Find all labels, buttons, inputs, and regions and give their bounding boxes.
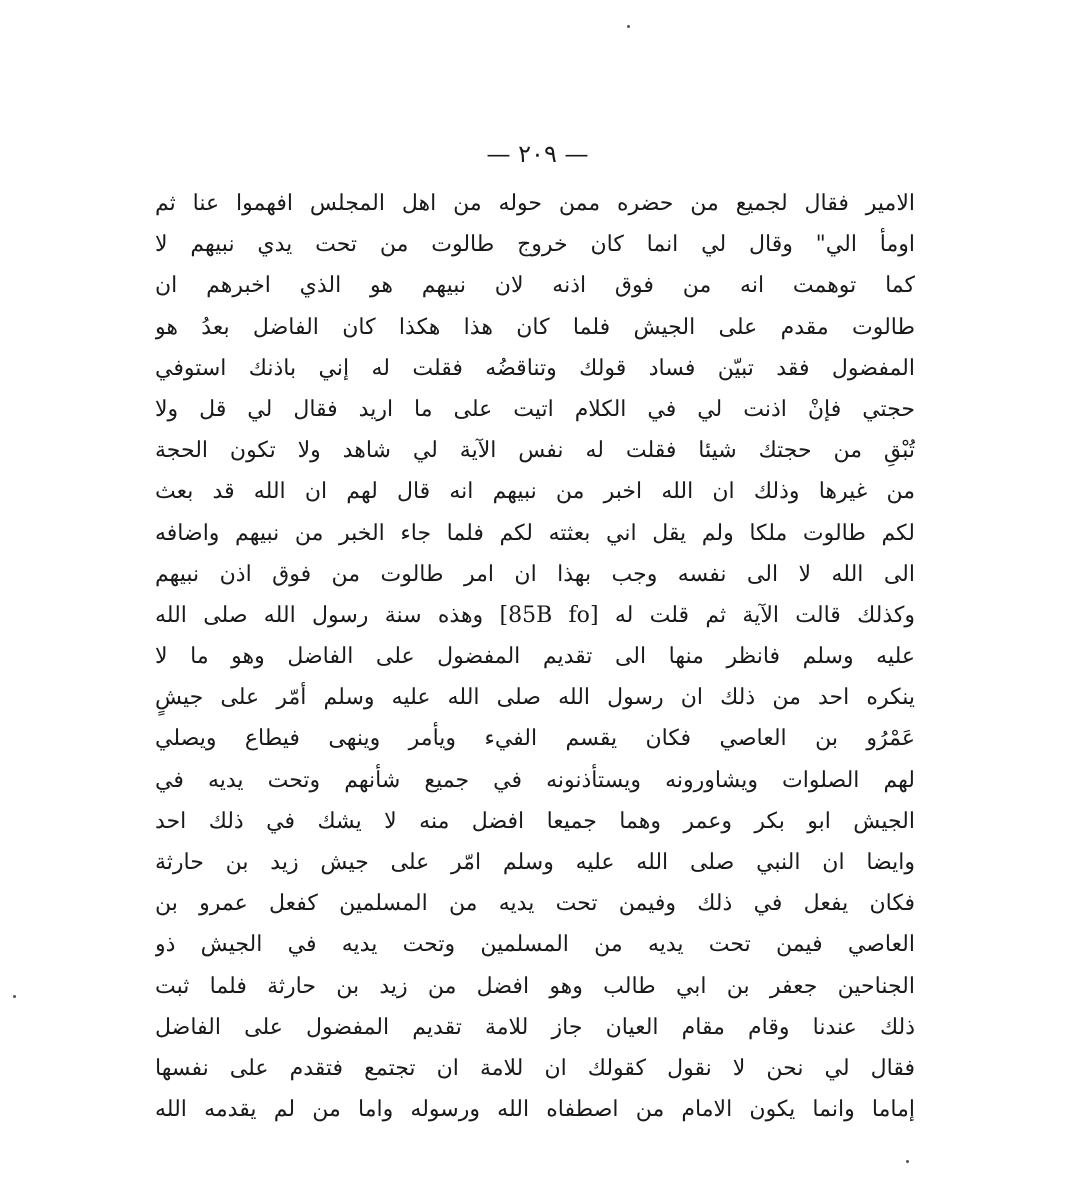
text-line: عليه وسلم فانظر منها الى تقديم المفضول على الفاضل وهو ما لا (155, 644, 915, 670)
text-line: عَمْرُو بن العاصي فكان يقسم الفيء ويأمر وينهى فيطاع ويصلي (155, 726, 915, 752)
text-line: اومأ الي" وقال لي انما كان خروج طالوت من تحت يدي نبيهم لا (155, 232, 915, 258)
text-line: كما توهمت انه من فوق اذنه لان نبيهم هو الذي اخبرهم ان (155, 273, 915, 299)
text-line: الامير فقال لجميع من حضره ممن حوله من اهل المجلس افهموا عنا ثم (155, 191, 915, 216)
text-line: فقال لي نحن لا نقول كقولك ان للامة ان تجتمع فتقدم على نفسها (155, 1055, 915, 1081)
text-line: حجتي فإنْ اذنت لي في الكلام اتيت على ما اريد فقال لي قل ولا (155, 396, 915, 422)
scan-speck (627, 25, 630, 28)
text-line: فكان يفعل في ذلك وفيمن تحت يديه من المسلمين كفعل عمرو بن (155, 891, 915, 917)
text-line: الجيش ابو بكر وعمر وهما جميعا افضل منه لا يشك في ذلك احد (155, 808, 915, 834)
text-line: لهم الصلوات ويشاورونه ويستأذنونه في جميع شأنهم وتحت يديه في (155, 767, 915, 793)
text-line: وكذلك قالت الآية ثم قلت له [85B fo] وهذه سنة رسول الله صلى الله (155, 602, 915, 628)
text-line: العاصي فيمن تحت يديه من المسلمين وتحت يديه في الجيش ذو (155, 932, 915, 958)
text-line: طالوت مقدم على الجيش فلما كان هذا هكذا كان الفاضل بعدُ هو (155, 314, 915, 340)
text-line: إماما وانما يكون الامام من اصطفاه الله ورسوله واما من لم يقدمه الله (155, 1097, 915, 1123)
text-line: ذلك عندنا وقام مقام العيان جاز للامة تقديم المفضول على الفاضل (155, 1014, 915, 1040)
scan-speck (13, 995, 16, 998)
page-number: — ٢٠٩ — (486, 140, 589, 168)
text-line: ينكره احد من ذلك ان رسول الله صلى الله عليه وسلم أمّر على جيشٍ (155, 685, 915, 711)
body-text (155, 183, 915, 1130)
text-line: الجناحين جعفر بن ابي طالب وهو افضل من زيد بن حارثة فلما ثبت (155, 973, 915, 999)
text-line: الى الله لا الى نفسه وجب بهذا ان امر طالوت من فوق اذن نبيهم (155, 561, 915, 587)
text-line: وايضا ان النبي صلى الله عليه وسلم امّر على جيش زيد بن حارثة (155, 850, 915, 875)
text-line: المفضول فقد تبيّن فساد قولك وتناقضُه فقلت له إني باذنك استوفي (155, 355, 915, 381)
scan-speck (906, 1160, 909, 1163)
text-line: تُبْقِ من حجتك شيئا فقلت له نفس الآية لي شاهد ولا تكون الحجة (155, 438, 915, 464)
text-line: لكم طالوت ملكا ولم يقل اني بعثته لكم فلما جاء الخبر من نبيهم واضافه (155, 520, 915, 546)
text-line: من غيرها وذلك ان الله اخبر من نبيهم انه قال لهم ان الله قد بعث (155, 479, 915, 505)
